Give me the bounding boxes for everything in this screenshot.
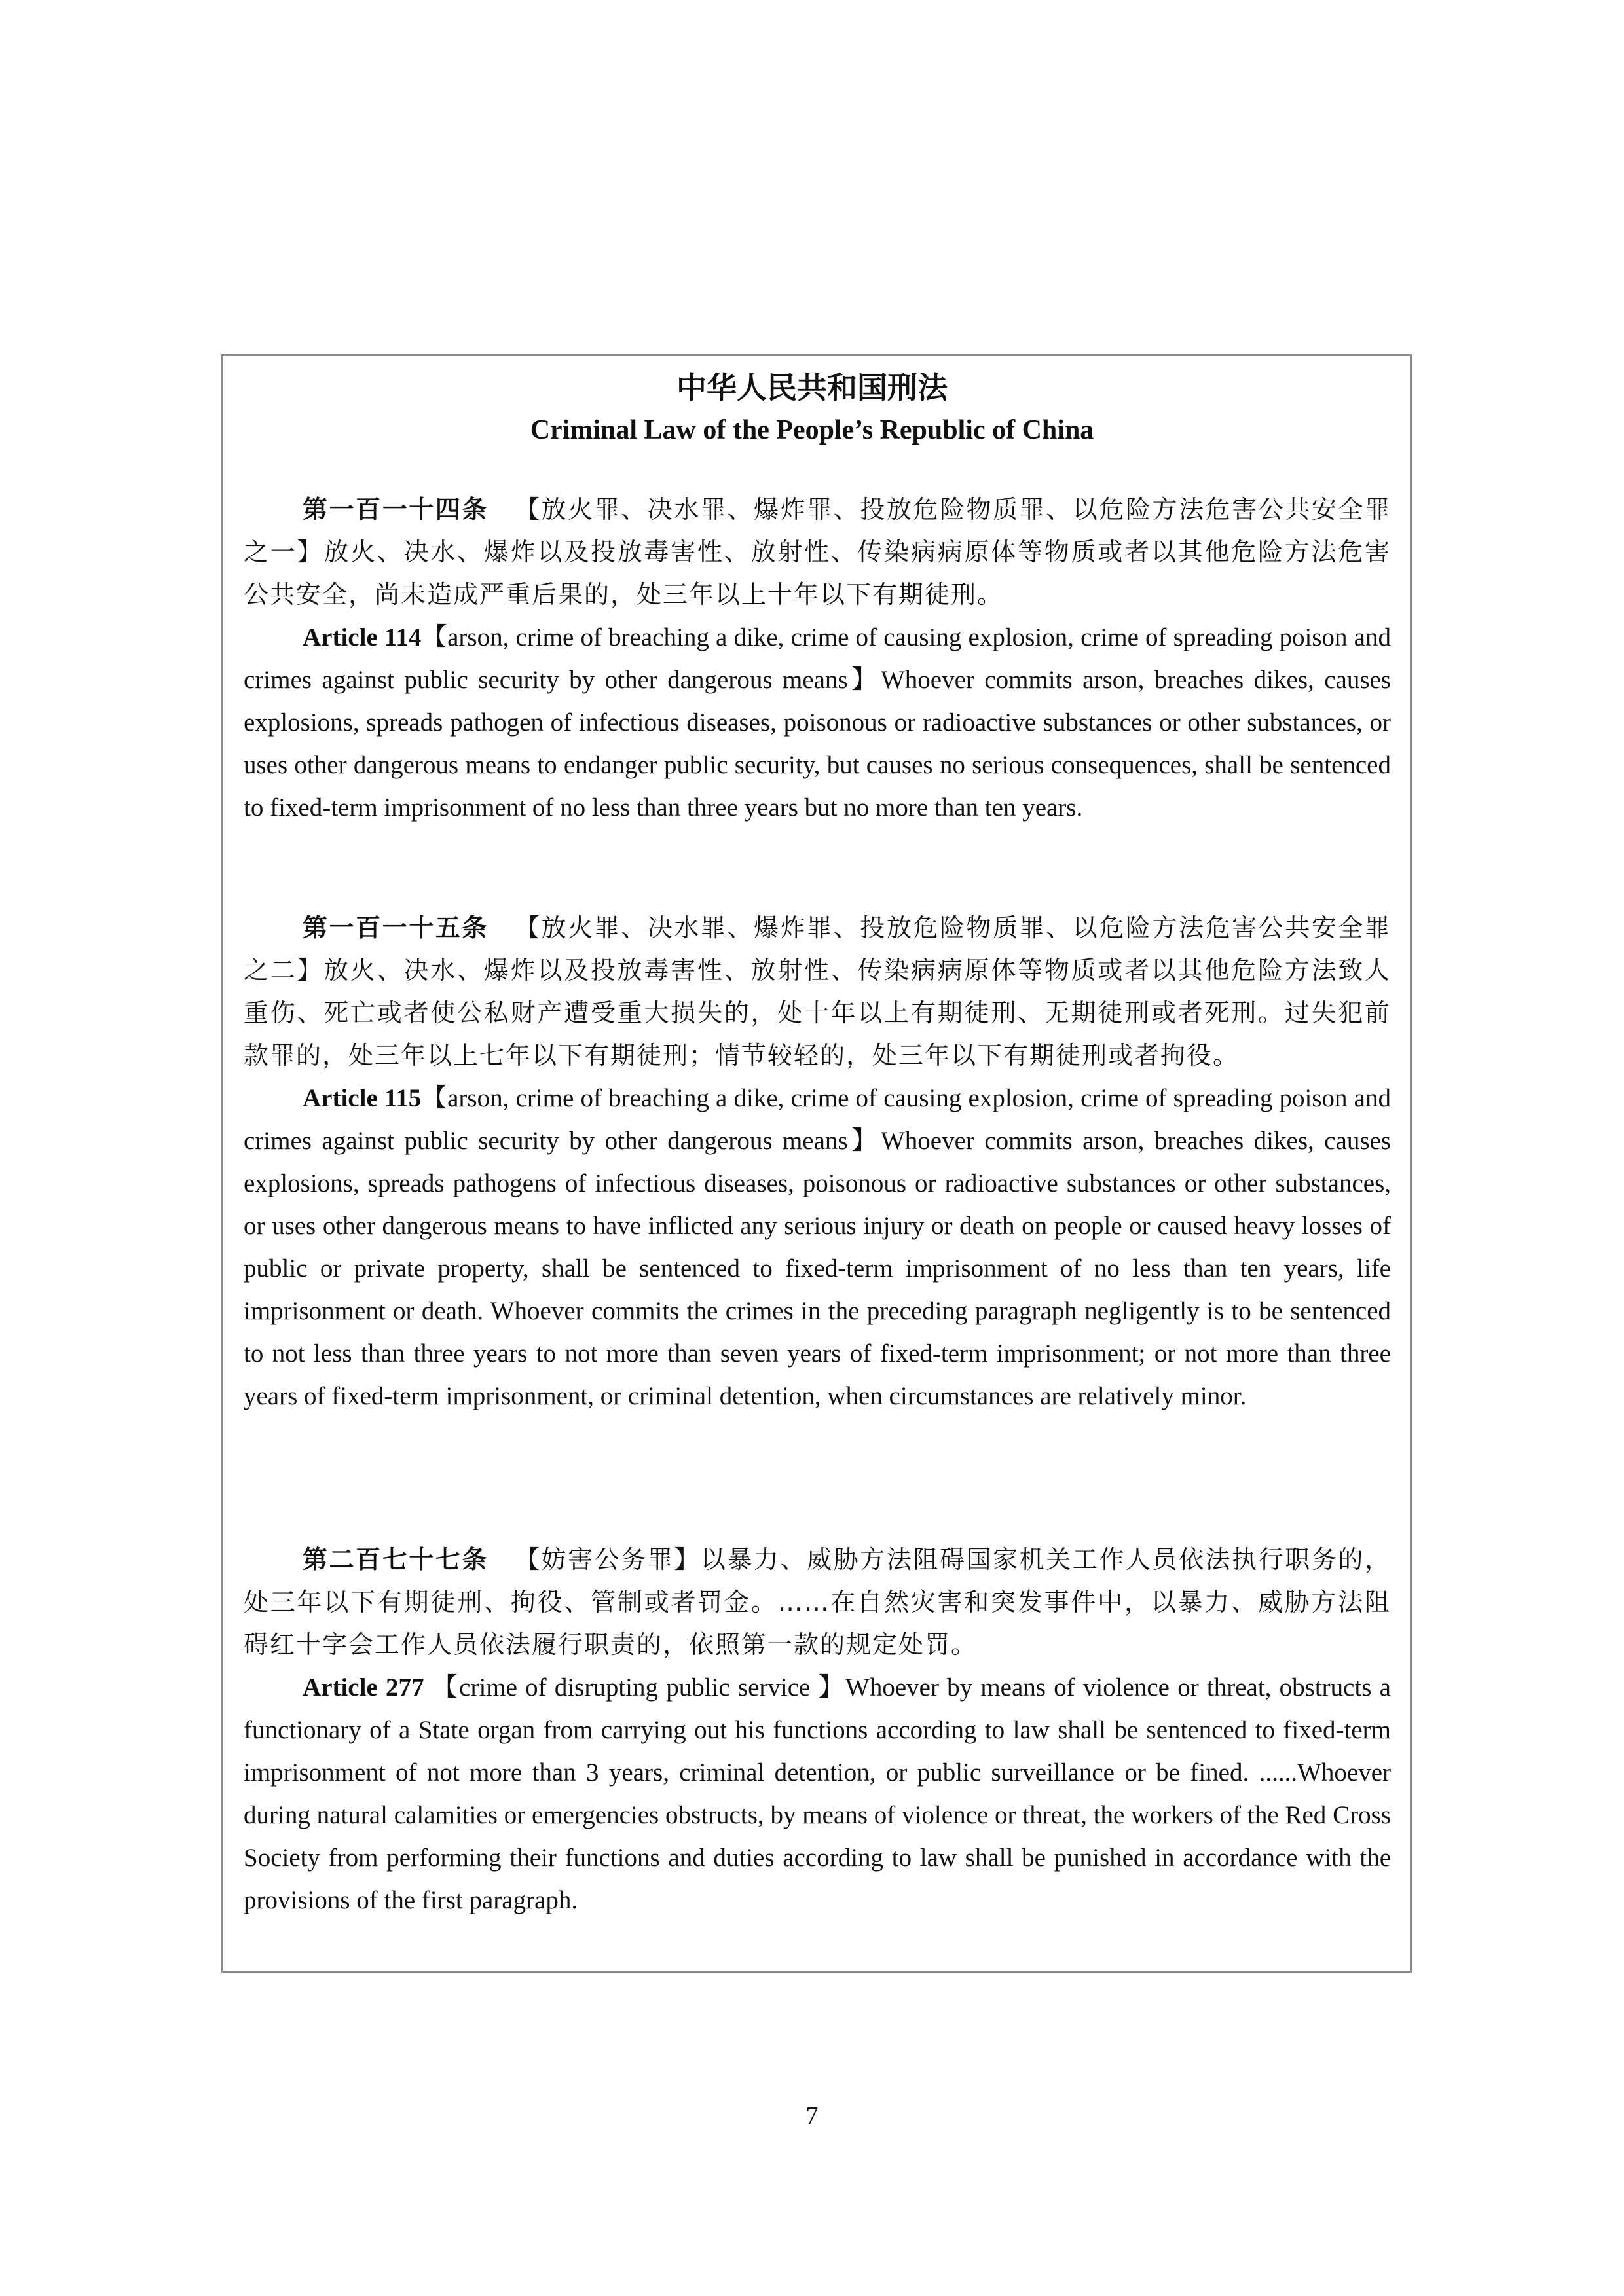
article-114-section bbox=[244, 488, 1391, 829]
article-114-zh-number: 第一百一十四条 bbox=[303, 495, 489, 524]
article-115-en-text: 【arson, crime of breaching a dike, crime of causing explosion, crime of spreading poison and crimes against public security by other dangerous means】Whoever commits arson, breaches dikes, causes explosions, spreads pathogens of infectious diseases, poisonous or radioactive substances or other substances, or uses other dangerous means to have inflicted any serious injury or death on people or caused heavy losses of public or private property, shall be sentenced to fixed-term imprisonment of no less than ten years, life imprisonment or death. Whoever commits the crimes in the preceding paragraph negligently is to be sentenced to not less than three years to not more than seven years of fixed-term imprisonment; or not more than three years of fixed-term imprisonment, or criminal detention, when circumstances are relatively minor. bbox=[244, 1084, 1391, 1410]
article-114-en-text: 【arson, crime of breaching a dike, crime of causing explosion, crime of spreading poison and crimes against public security by other dangerous means】Whoever commits arson, breaches dikes, causes explosions, spreads pathogen of infectious diseases, poisonous or radioactive substances or other substances, or uses other dangerous means to endanger public security, but causes no serious consequences, shall be sentenced to fixed-term imprisonment of no less than three years but no more than ten years. bbox=[244, 623, 1391, 822]
article-114-zh-text: 【放火罪、决水罪、爆炸罪、投放危险物质罪、以危险方法危害公共安全罪之一】放火、决水、爆炸以及投放毒害性、放射性、传染病病原体等物质或者以其他危险方法危害公共安全，尚未造成严重后果的，处三年以上十年以下有期徒刑。 bbox=[244, 495, 1391, 609]
article-277-en-number: Article 277 bbox=[303, 1673, 424, 1702]
article-277-zh-text: 【妨害公务罪】以暴力、威胁方法阻碍国家机关工作人员依法执行职务的，处三年以下有期徒刑、拘役、管制或者罚金。……在自然灾害和突发事件中，以暴力、威胁方法阻碍红十字会工作人员依法履行职责的，依照第一款的规定处罚。 bbox=[244, 1545, 1391, 1659]
article-114-en-number: Article 114 bbox=[303, 623, 422, 651]
article-114-chinese bbox=[244, 488, 1391, 616]
article-277-zh-number: 第二百七十七条 bbox=[303, 1545, 489, 1574]
article-115-english bbox=[244, 1077, 1391, 1417]
page-number: 7 bbox=[805, 2102, 819, 2130]
article-115-en-number: Article 115 bbox=[303, 1084, 422, 1112]
article-277-chinese bbox=[244, 1539, 1391, 1666]
article-114-english bbox=[244, 616, 1391, 829]
article-115-chinese bbox=[244, 907, 1391, 1077]
title-english: Criminal Law of the People’s Republic of China bbox=[530, 415, 1094, 445]
title-chinese: 中华人民共和国刑法 bbox=[676, 370, 948, 405]
article-115-section bbox=[244, 907, 1391, 1417]
article-277-english bbox=[244, 1666, 1391, 1922]
article-277-section bbox=[244, 1539, 1391, 1922]
article-277-en-text: 【crime of disrupting public service 】Whoever by means of violence or threat, obstructs a functionary of a State organ from carrying out his functions according to law shall be sentenced to fixed-term imprisonment of not more than 3 years, criminal detention, or public surveillance or be fined. ......Whoever during natural calamities or emergencies obstructs, by means of violence or threat, the workers of the Red Cross Society from performing their functions and duties according to law shall be punished in accordance with the provisions of the first paragraph. bbox=[244, 1673, 1391, 1914]
article-115-zh-number: 第一百一十五条 bbox=[303, 913, 489, 942]
article-115-zh-text: 【放火罪、决水罪、爆炸罪、投放危险物质罪、以危险方法危害公共安全罪之二】放火、决水、爆炸以及投放毒害性、放射性、传染病病原体等物质或者以其他危险方法致人重伤、死亡或者使公私财产遭受重大损失的，处十年以上有期徒刑、无期徒刑或者死刑。过失犯前款罪的，处三年以上七年以下有期徒刑；情节较轻的，处三年以下有期徒刑或者拘役。 bbox=[244, 913, 1391, 1070]
